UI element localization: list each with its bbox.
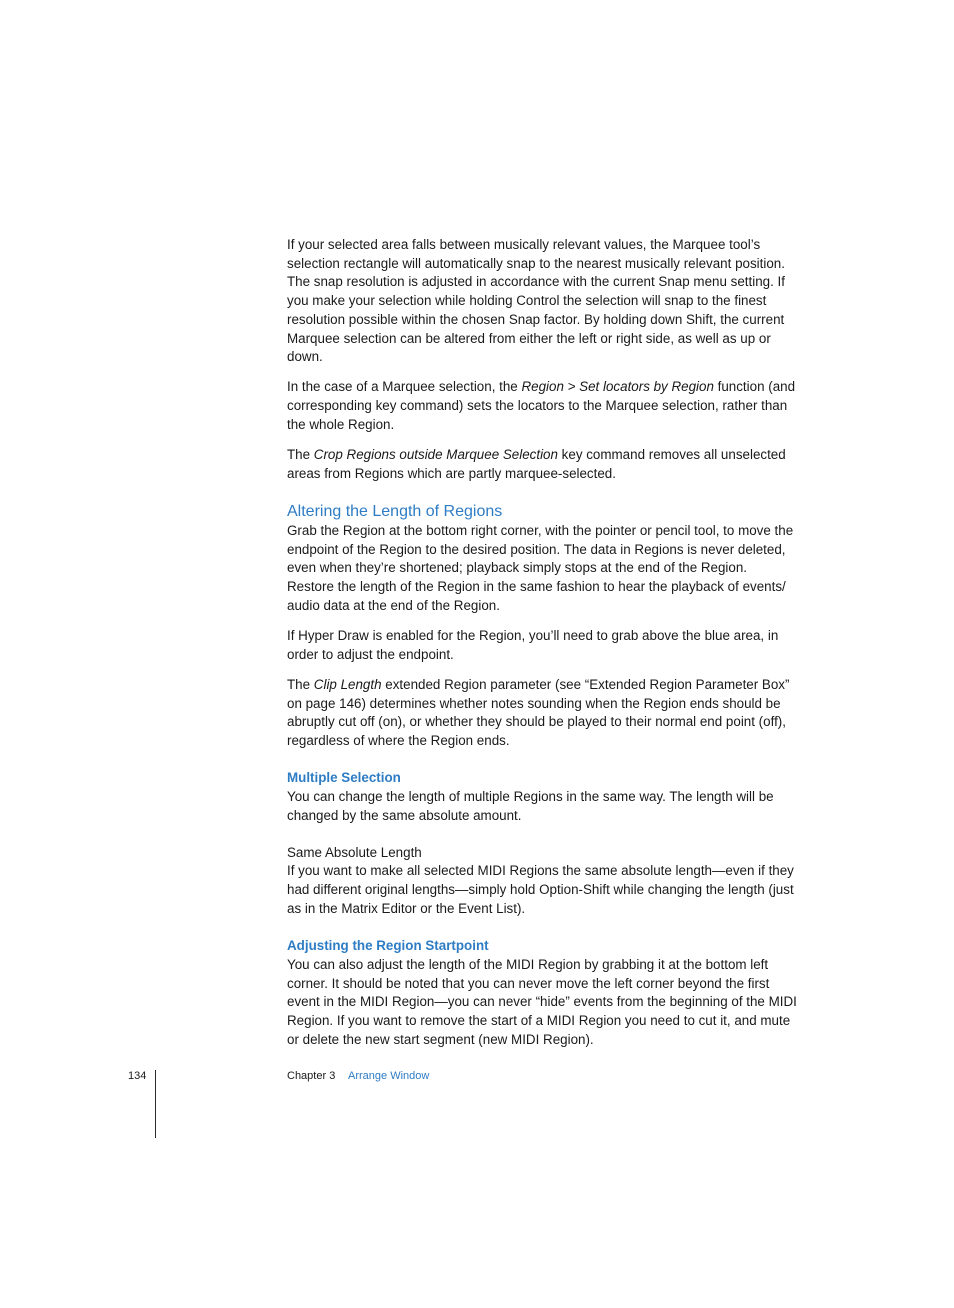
section-heading-altering-length: Altering the Length of Regions (287, 502, 503, 520)
minor-heading-same-absolute-length: Same Absolute Length (287, 844, 422, 860)
paragraph-multiple-regions: You can change the length of multiple Regions in the same way. The length will be changed by the same absolute amount. (287, 788, 774, 823)
parameter-name: Clip Length (313, 676, 382, 692)
footer-chapter-label: Chapter 3 (287, 1070, 336, 1082)
paragraph-hyper-draw: If Hyper Draw is enabled for the Region, you’ll need to grab above the blue area, in order to adjust the endpoint. (287, 627, 779, 662)
page-content (287, 236, 797, 1049)
paragraph-marquee-snap: If your selected area falls between musically relevant values, the Marquee tool’s selection rectangle will automatically snap to the nearest musically relevant position. The snap resolution is adjusted in accordance with the current Snap menu setting. If you make your selection while holding Control the selection will snap to the finest resolution possible within the chosen Snap factor. By holding down Shift, the current Marquee selection can be altered from either the left or right side, as well as up or down. (287, 237, 785, 365)
page-number: 134 (128, 1070, 147, 1082)
subheading-region-startpoint: Adjusting the Region Startpoint (287, 938, 489, 954)
paragraph-crop-regions: The Crop Regions outside Marquee Selection key command removes all unselected areas from Regions which are partly marquee-selected. (287, 447, 786, 481)
paragraph-startpoint: You can also adjust the length of the MIDI Region by grabbing it at the bottom left corner. It should be noted that you can never move the left corner beyond the first event in the MIDI Region—you can never “hide” events from the beginning of the MIDI Region. If you want to remove the start of a MIDI Region you need to cut it, and mute or delete the new start segment (new MIDI Region). (287, 956, 797, 1047)
paragraph-set-locators: In the case of a Marquee selection, the Region > Set locators by Region function (and corresponding key command) sets the locators to the Marquee selection, rather than the whole Region. (287, 379, 796, 432)
menu-path: Region > Set locators by Region (521, 379, 714, 395)
paragraph-clip-length: The Clip Length extended Region parameter (see “Extended Region Parameter Box” on page 146) determines whether notes sounding when the Region ends should be abruptly cut off (on), or whether they should be played to their normal end point (off), regardless of where the Region ends. (287, 676, 790, 748)
footer-chapter-title: Arrange Window (348, 1070, 430, 1082)
footer-divider (155, 1070, 156, 1138)
subheading-multiple-selection: Multiple Selection (287, 770, 401, 786)
paragraph-grab-region: Grab the Region at the bottom right corner, with the pointer or pencil tool, to move the endpoint of the Region to the desired position. The data in Regions is never deleted, even when they’re shortened; playback simply stops at the end of the Region. Restore the length of the Region in the same fashion to hear the playback of events/ audio data at the end of the Region. (287, 522, 794, 613)
paragraph-option-shift: If you want to make all selected MIDI Regions the same absolute length—even if they had different original lengths—simply hold Option-Shift while changing the length (just as in the Matrix Editor or the Event List). (287, 863, 794, 916)
command-name: Crop Regions outside Marquee Selection (313, 447, 558, 463)
